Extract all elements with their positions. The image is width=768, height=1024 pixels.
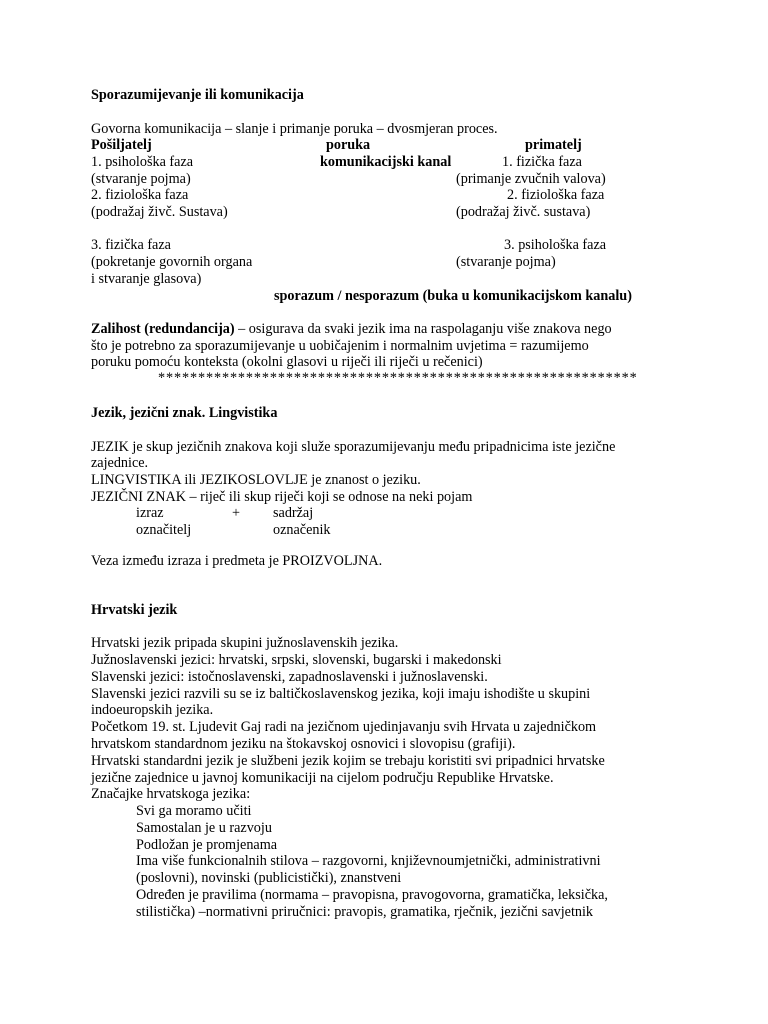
feature-item: Ima više funkcionalnih stilova – razgovorni, književnoumjetnički, administrativni (136, 853, 601, 869)
sender-phase-2-desc: (podražaj živč. Sustava) (91, 204, 228, 220)
sign-expression: izraz (136, 505, 164, 521)
sign-plus: + (232, 505, 241, 521)
linguistics-def: LINGVISTIKA ili JEZIKOSLOVLJE je znanost o jeziku. (91, 472, 421, 488)
section-heading-communication: Sporazumijevanje ili komunikacija (91, 87, 304, 103)
receiver-phase-2-desc: (podražaj živč. sustava) (456, 204, 591, 220)
column-receiver: primatelj (525, 137, 582, 153)
redundancy-line-2: što je potrebno za sporazumijevanje u uobičajenim i normalnim uvjetima = razumijemo (91, 338, 589, 354)
receiver-phase-2: 2. fiziološka faza (507, 187, 605, 203)
receiver-phase-1-desc: (primanje zvučnih valova) (456, 171, 606, 187)
sender-phase-3: 3. fizička faza (91, 237, 171, 253)
paragraph-line: indoeuropskih jezika. (91, 702, 214, 718)
sender-phase-1-desc: (stvaranje pojma) (91, 171, 191, 187)
section-heading-croatian: Hrvatski jezik (91, 602, 178, 618)
paragraph-line: Južnoslavenski jezici: hrvatski, srpski, slovenski, bugarski i makedonski (91, 652, 502, 668)
communication-channel: komunikacijski kanal (320, 154, 452, 170)
feature-item: Podložan je promjenama (136, 837, 278, 853)
feature-item: Samostalan je u razvoju (136, 820, 272, 836)
paragraph-line: Početkom 19. st. Ljudevit Gaj radi na jezičnom ujedinjavanju svih Hrvata u zajedničkom (91, 719, 597, 735)
section-heading-language: Jezik, jezični znak. Lingvistika (91, 405, 278, 421)
receiver-phase-3-desc: (stvaranje pojma) (456, 254, 556, 270)
feature-item: Određen je pravilima (normama – pravopisna, pravogovorna, gramatička, leksička, (136, 887, 608, 903)
redundancy-line-1 (91, 321, 612, 338)
sender-phase-3-desc-cont: i stvaranje glasova) (91, 271, 202, 287)
sender-phase-1: 1. psihološka faza (91, 154, 194, 170)
sign-content: sadržaj (273, 505, 314, 521)
sign-signifier: označitelj (136, 522, 192, 538)
sign-def: JEZIČNI ZNAK – riječ ili skup riječi koji se odnose na neki pojam (91, 489, 473, 505)
redundancy-term: Zalihost (redundancija) (91, 321, 235, 337)
feature-item: stilistička) –normativni priručnici: pravopis, gramatika, rječnik, jezični savjetnik (136, 904, 594, 920)
communication-outcome: sporazum / nesporazum (buka u komunikacijskom kanalu) (274, 288, 632, 304)
redundancy-definition: – osigurava da svaki jezik ima na raspolaganju više znakova nego (234, 321, 612, 337)
receiver-phase-1: 1. fizička faza (502, 154, 582, 170)
column-sender: Pošiljatelj (91, 137, 152, 153)
intro-text: Govorna komunikacija – slanje i primanje poruka – dvosmjeran proces. (91, 121, 498, 137)
paragraph-line: hrvatskom standardnom jeziku na štokavskoj osnovici i slovopisu (grafiji). (91, 736, 516, 752)
arbitrariness-statement: Veza između izraza i predmeta je PROIZVOLJNA. (91, 553, 383, 569)
sign-signified: označenik (273, 522, 331, 538)
paragraph-line: Hrvatski jezik pripada skupini južnoslavenskih jezika. (91, 635, 399, 651)
receiver-phase-3: 3. psihološka faza (504, 237, 607, 253)
separator-line: ************************************************************ (158, 370, 638, 386)
sender-phase-2: 2. fiziološka faza (91, 187, 189, 203)
language-def-2: zajednice. (91, 455, 149, 471)
feature-item: (poslovni), novinski (publicistički), znanstveni (136, 870, 402, 886)
paragraph-line: Slavenski jezici: istočnoslavenski, zapadnoslavenski i južnoslavenski. (91, 669, 488, 685)
feature-item: Svi ga moramo učiti (136, 803, 252, 819)
features-heading: Značajke hrvatskoga jezika: (91, 786, 251, 802)
paragraph-line: Slavenski jezici razvili su se iz baltičkoslavenskog jezika, koji imaju ishodište u skupini (91, 686, 591, 702)
sender-phase-3-desc: (pokretanje govornih organa (91, 254, 253, 270)
language-def-1: JEZIK je skup jezičnih znakova koji služe sporazumijevanju među pripadnicima iste jezične (91, 439, 616, 455)
paragraph-line: Hrvatski standardni jezik je službeni jezik kojim se trebaju koristiti svi pripadnici hrvatske (91, 753, 605, 769)
column-message: poruka (326, 137, 371, 153)
paragraph-line: jezične zajednice u javnoj komunikaciji na cijelom području Republike Hrvatske. (91, 770, 554, 786)
redundancy-line-3: poruku pomoću konteksta (okolni glasovi u riječi ili riječi u rečenici) (91, 354, 483, 370)
